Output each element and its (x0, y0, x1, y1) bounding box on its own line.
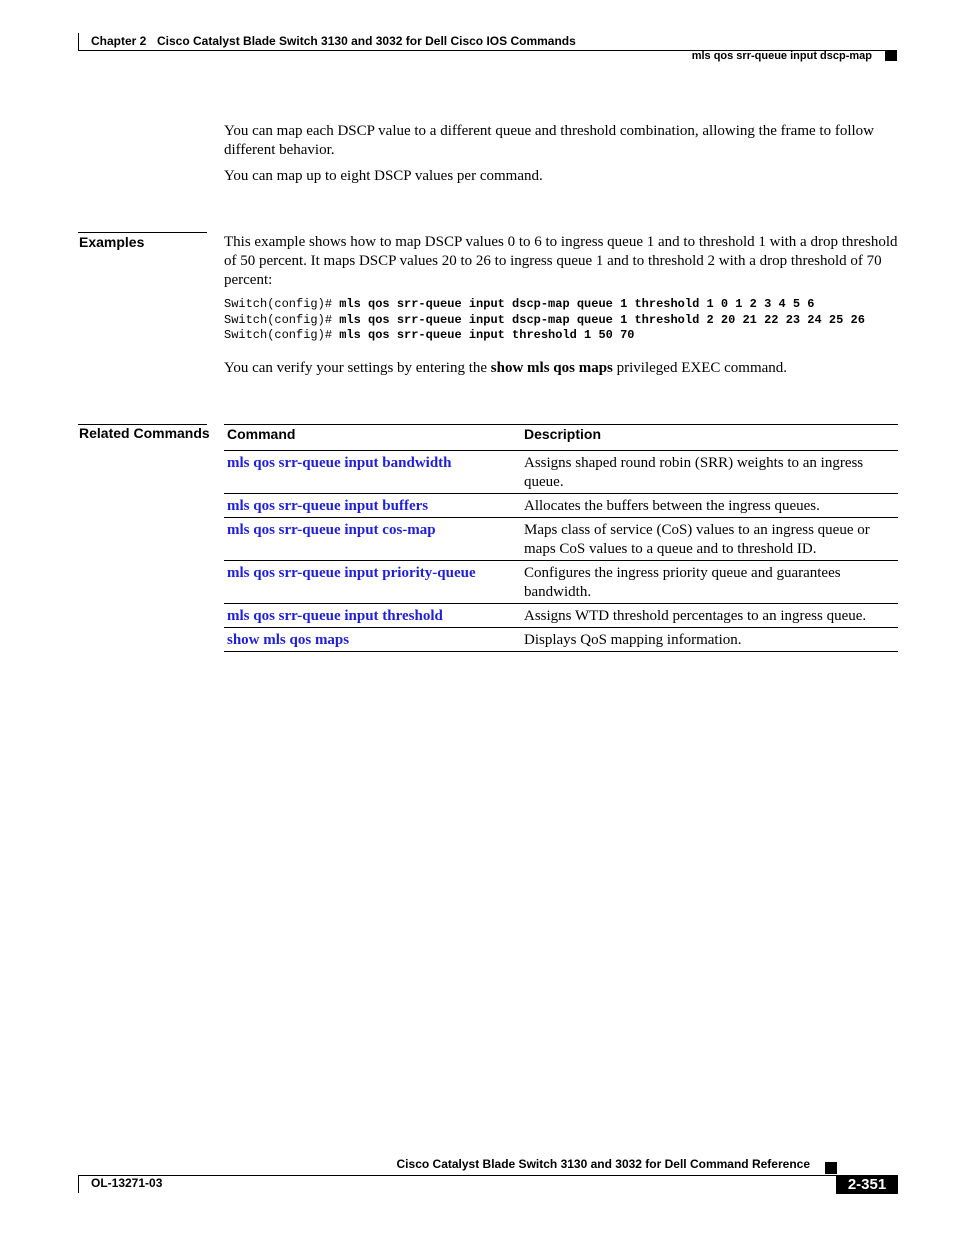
column-header-description: Description (524, 425, 898, 451)
code-command: mls qos srr-queue input dscp-map queue 1 threshold 1 0 1 2 3 4 5 6 (339, 297, 815, 311)
header-marker (885, 50, 897, 61)
footer-left-bar (78, 1175, 79, 1193)
code-command: mls qos srr-queue input threshold 1 50 70 (339, 328, 635, 342)
command-cell (224, 604, 524, 628)
header-title: Cisco Catalyst Blade Switch 3130 and 3032 for Dell Cisco IOS Commands (157, 34, 576, 48)
code-line (224, 328, 865, 344)
intro-paragraph-2: You can map up to eight DSCP values per command. (224, 168, 543, 184)
footer-page-number: 2-351 (836, 1175, 898, 1194)
table-row (224, 604, 898, 628)
table-row (224, 561, 898, 604)
description-cell: Allocates the buffers between the ingress queues. (524, 494, 898, 518)
code-prompt: Switch(config)# (224, 297, 340, 311)
footer-title: Cisco Catalyst Blade Switch 3130 and 3032 for Dell Command Reference (396, 1157, 810, 1171)
code-line (224, 313, 865, 329)
code-command: mls qos srr-queue input dscp-map queue 1 threshold 2 20 21 22 23 24 25 26 (339, 312, 865, 327)
command-link[interactable]: mls qos srr-queue input threshold (227, 608, 443, 624)
related-commands-heading: Related Commands (79, 425, 210, 441)
table-row (224, 518, 898, 561)
command-link[interactable]: show mls qos maps (227, 632, 350, 648)
description-cell: Maps class of service (CoS) values to an ingress queue or maps CoS values to a queue and to threshold ID. (524, 518, 898, 561)
code-prompt: Switch(config)# (224, 312, 340, 327)
header-left-bar (78, 33, 79, 51)
column-header-command: Command (224, 425, 524, 451)
command-link[interactable]: mls qos srr-queue input cos-map (227, 522, 436, 538)
command-cell (224, 561, 524, 604)
examples-rule (78, 232, 207, 233)
code-prompt: Switch(config)# (224, 328, 340, 342)
verify-text-after: privileged EXEC command. (612, 360, 788, 376)
description-cell: Configures the ingress priority queue and guarantees bandwidth. (524, 561, 898, 604)
table-row (224, 628, 898, 652)
table-row (224, 494, 898, 518)
examples-text: This example shows how to map DSCP values 0 to 6 to ingress queue 1 and to threshold 1 with a drop threshold of 50 percent. It maps DSCP values 20 to 26 to ingress queue 1 and to threshold 2 with a drop threshold of 70 percent: (224, 234, 898, 288)
table-header-row (224, 425, 898, 451)
related-commands-table (224, 424, 898, 652)
command-link[interactable]: mls qos srr-queue input priority-queue (227, 565, 476, 581)
code-example (224, 297, 865, 344)
description-cell: Displays QoS mapping information. (524, 628, 898, 652)
footer-marker (825, 1162, 837, 1174)
command-link[interactable]: mls qos srr-queue input bandwidth (227, 455, 452, 471)
footer-rule (78, 1175, 896, 1176)
command-link[interactable]: mls qos srr-queue input buffers (227, 498, 429, 514)
command-cell (224, 518, 524, 561)
header-chapter: Chapter 2 (91, 34, 147, 48)
description-cell: Assigns shaped round robin (SRR) weights to an ingress queue. (524, 451, 898, 494)
header-section-name: mls qos srr-queue input dscp-map (691, 50, 872, 62)
verify-paragraph (224, 359, 899, 378)
footer-doc-number: OL-13271-03 (91, 1176, 163, 1190)
table-row (224, 451, 898, 494)
description-cell: Assigns WTD threshold percentages to an ingress queue. (524, 604, 898, 628)
verify-text-before: You can verify your settings by entering the (224, 360, 491, 376)
intro-paragraph-1: You can map each DSCP value to a different queue and threshold combination, allowing the frame to follow different behavior. (224, 123, 874, 158)
examples-heading: Examples (79, 234, 145, 250)
code-line (224, 297, 865, 313)
command-cell (224, 451, 524, 494)
command-cell (224, 494, 524, 518)
verify-command: show mls qos maps (490, 360, 613, 376)
command-cell (224, 628, 524, 652)
